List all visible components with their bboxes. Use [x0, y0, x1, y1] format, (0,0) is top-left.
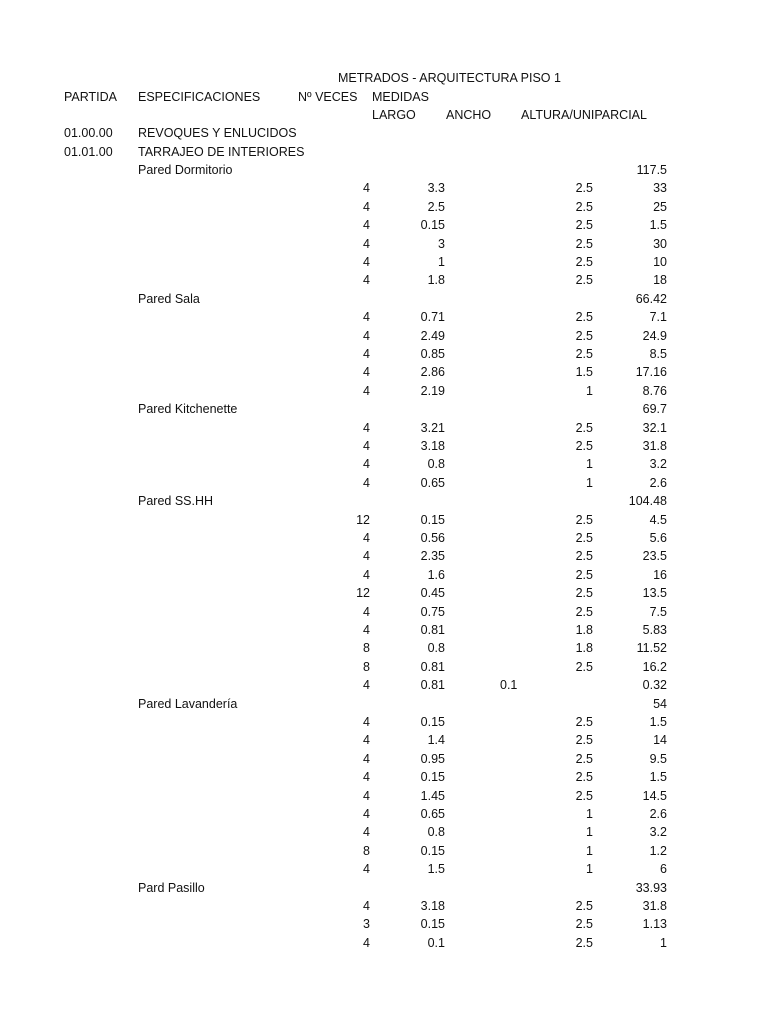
table-row: [0, 713, 768, 731]
cell-altura: 2.5: [575, 715, 593, 729]
cell-altura: 1: [586, 843, 593, 858]
cell-veces: 4: [363, 457, 370, 472]
cell-veces: 4: [363, 623, 370, 637]
group-header-row: [0, 492, 768, 510]
cell-veces: 4: [363, 549, 370, 564]
partida-row: [0, 143, 768, 161]
sheet-title: METRADOS - ARQUITECTURA PISO 1: [338, 71, 561, 85]
table-row: [0, 271, 768, 289]
cell-veces: 4: [363, 328, 370, 343]
cell-largo: 3.21: [420, 420, 445, 435]
cell-largo: 3.18: [420, 899, 445, 913]
group-header-row: [0, 695, 768, 713]
cell-veces: 4: [363, 365, 370, 380]
cell-parcial: 33: [653, 181, 667, 196]
cell-altura: 2.5: [575, 218, 593, 233]
cell-ancho: 0.1: [500, 678, 518, 693]
cell-parcial: 5.6: [649, 531, 667, 545]
cell-altura: 2.5: [575, 273, 593, 288]
cell-parcial: 7.1: [649, 310, 667, 325]
cell-veces: 4: [363, 236, 370, 251]
table-row: [0, 676, 768, 694]
subheader-row: [0, 106, 768, 124]
cell-altura: 2.5: [575, 236, 593, 251]
cell-altura: 2.5: [575, 567, 593, 582]
cell-veces: 4: [363, 347, 370, 361]
cell-veces: 4: [363, 770, 370, 785]
group-header-row: [0, 400, 768, 418]
table-row: [0, 621, 768, 639]
cell-veces: 4: [363, 604, 370, 619]
table-row: [0, 529, 768, 547]
cell-parcial: 1.5: [649, 218, 667, 233]
table-row: [0, 235, 768, 253]
cell-parcial: 9.5: [649, 751, 667, 766]
cell-veces: 4: [363, 567, 370, 582]
group-total: 117.5: [636, 163, 667, 177]
cell-parcial: 8.5: [649, 347, 667, 361]
table-row: [0, 308, 768, 326]
table-row: [0, 216, 768, 234]
header-medidas: MEDIDAS: [372, 90, 429, 104]
cell-altura: 1: [586, 475, 593, 490]
cell-altura: 2.5: [575, 770, 593, 785]
cell-altura: 2.5: [575, 531, 593, 545]
cell-parcial: 18: [653, 273, 667, 288]
cell-veces: 12: [356, 586, 370, 601]
cell-altura: 1: [586, 383, 593, 398]
cell-veces: 4: [363, 383, 370, 398]
cell-largo: 2.19: [420, 383, 445, 398]
cell-altura: 2.5: [575, 751, 593, 766]
table-row: [0, 253, 768, 271]
cell-parcial: 14: [653, 733, 667, 748]
header-veces: Nº VECES: [298, 90, 358, 104]
cell-altura: 2.5: [575, 917, 593, 932]
group-name: Pard Pasillo: [138, 880, 205, 895]
cell-veces: 4: [363, 181, 370, 196]
cell-altura: 2.5: [575, 659, 593, 674]
table-row: [0, 511, 768, 529]
table-row: [0, 934, 768, 952]
table-row: [0, 547, 768, 565]
group-total: 33.93: [635, 880, 667, 895]
table-row: [0, 363, 768, 381]
cell-largo: 3: [438, 236, 445, 251]
cell-parcial: 3.2: [649, 457, 667, 472]
cell-largo: 0.15: [420, 770, 445, 785]
cell-largo: 0.1: [427, 935, 445, 950]
table-row: [0, 584, 768, 602]
cell-veces: 4: [363, 935, 370, 950]
cell-largo: 0.8: [427, 641, 445, 656]
cell-parcial: 4.5: [649, 512, 667, 527]
cell-largo: 0.15: [420, 917, 445, 932]
partida-desc: REVOQUES Y ENLUCIDOS: [138, 126, 297, 140]
cell-altura: 2.5: [575, 199, 593, 214]
cell-largo: 0.56: [420, 531, 445, 545]
cell-veces: 4: [363, 788, 370, 803]
cell-parcial: 1: [660, 935, 667, 950]
cell-parcial: 10: [653, 255, 667, 269]
cell-largo: 0.85: [420, 347, 445, 361]
table-row: [0, 474, 768, 492]
cell-parcial: 1.5: [649, 715, 667, 729]
table-row: [0, 603, 768, 621]
cell-largo: 3.3: [427, 181, 445, 196]
table-row: [0, 897, 768, 915]
table-row: [0, 787, 768, 805]
group-header-row: [0, 879, 768, 897]
cell-veces: 4: [363, 807, 370, 821]
cell-parcial: 16.2: [642, 659, 667, 674]
cell-largo: 2.35: [420, 549, 445, 564]
cell-largo: 0.65: [420, 807, 445, 821]
partida-code: 01.01.00: [64, 145, 113, 159]
header-parcial: PARCIAL: [594, 108, 647, 122]
cell-parcial: 16: [653, 567, 667, 582]
group-total: 66.42: [635, 291, 667, 306]
cell-largo: 0.15: [420, 715, 445, 729]
cell-largo: 1: [438, 255, 445, 269]
cell-altura: 2.5: [575, 181, 593, 196]
group-name: Pared Lavandería: [138, 696, 238, 711]
cell-largo: 0.81: [420, 623, 445, 637]
partida-desc: TARRAJEO DE INTERIORES: [138, 145, 305, 159]
cell-altura: 2.5: [575, 420, 593, 435]
cell-veces: 8: [363, 659, 370, 674]
cell-veces: 4: [363, 439, 370, 453]
cell-altura: 2.5: [575, 347, 593, 361]
cell-parcial: 2.6: [649, 475, 667, 490]
cell-veces: 4: [363, 310, 370, 325]
table-row: [0, 455, 768, 473]
cell-parcial: 23.5: [642, 549, 667, 564]
cell-largo: 1.5: [427, 862, 445, 877]
table-row: [0, 658, 768, 676]
cell-altura: 2.5: [575, 310, 593, 325]
cell-veces: 4: [363, 899, 370, 913]
cell-veces: 4: [363, 199, 370, 214]
cell-largo: 0.8: [427, 457, 445, 472]
table-row: [0, 566, 768, 584]
table-row: [0, 179, 768, 197]
cell-largo: 0.15: [420, 218, 445, 233]
cell-veces: 3: [363, 917, 370, 932]
cell-largo: 0.75: [420, 604, 445, 619]
cell-parcial: 6: [660, 862, 667, 877]
cell-veces: 4: [363, 825, 370, 840]
table-row: [0, 860, 768, 878]
group-header-row: [0, 290, 768, 308]
cell-altura: 2.5: [575, 788, 593, 803]
table-row: [0, 768, 768, 786]
cell-altura: 2.5: [575, 328, 593, 343]
cell-parcial: 1.13: [642, 917, 667, 932]
cell-veces: 4: [363, 273, 370, 288]
group-total: 104.48: [628, 494, 667, 509]
cell-largo: 0.45: [420, 586, 445, 601]
table-row: [0, 823, 768, 841]
group-header-row: [0, 161, 768, 179]
cell-altura: 1.8: [575, 623, 593, 637]
cell-largo: 0.65: [420, 475, 445, 490]
cell-largo: 0.95: [420, 751, 445, 766]
cell-largo: 2.86: [420, 365, 445, 380]
cell-largo: 1.6: [427, 567, 445, 582]
group-total: 69.7: [642, 402, 667, 417]
header-especificaciones: ESPECIFICACIONES: [138, 90, 261, 104]
cell-parcial: 31.8: [642, 439, 667, 453]
table-row: [0, 915, 768, 933]
cell-altura: 2.5: [575, 899, 593, 913]
cell-veces: 8: [363, 843, 370, 858]
table-row: [0, 750, 768, 768]
cell-altura: 2.5: [575, 604, 593, 619]
cell-largo: 2.5: [427, 199, 445, 214]
table-row: [0, 842, 768, 860]
header-altura: [521, 106, 647, 124]
group-name: Pared SS.HH: [138, 494, 214, 509]
header-altura-label: ALTURA/UNI: [521, 108, 595, 122]
partida-code: 01.00.00: [64, 126, 113, 140]
cell-largo: 3.18: [420, 439, 445, 453]
cell-altura: 2.5: [575, 439, 593, 453]
table-row: [0, 805, 768, 823]
cell-parcial: 25: [653, 199, 667, 214]
cell-parcial: 13.5: [642, 586, 667, 601]
table-row: [0, 419, 768, 437]
group-name: Pared Dormitorio: [138, 163, 233, 177]
cell-altura: 1: [586, 825, 593, 840]
cell-veces: 4: [363, 475, 370, 490]
partida-row: [0, 124, 768, 142]
cell-veces: 4: [363, 862, 370, 877]
cell-altura: 2.5: [575, 733, 593, 748]
cell-altura: 2.5: [575, 935, 593, 950]
cell-parcial: 3.2: [649, 825, 667, 840]
group-total: 54: [653, 696, 667, 711]
cell-veces: 4: [363, 678, 370, 693]
table-row: [0, 437, 768, 455]
cell-veces: 12: [356, 512, 370, 527]
cell-altura: 1: [586, 457, 593, 472]
table-row: [0, 198, 768, 216]
cell-altura: 2.5: [575, 586, 593, 601]
cell-largo: 1.8: [427, 273, 445, 288]
cell-parcial: 14.5: [642, 788, 667, 803]
cell-parcial: 7.5: [649, 604, 667, 619]
cell-parcial: 31.8: [642, 899, 667, 913]
cell-largo: 1.45: [420, 788, 445, 803]
cell-parcial: 1.2: [649, 843, 667, 858]
cell-altura: 2.5: [575, 255, 593, 269]
cell-veces: 4: [363, 420, 370, 435]
cell-parcial: 11.52: [636, 641, 667, 656]
cell-parcial: 32.1: [642, 420, 667, 435]
table-row: [0, 345, 768, 363]
cell-parcial: 24.9: [642, 328, 667, 343]
cell-parcial: 0.32: [642, 678, 667, 693]
cell-veces: 4: [363, 733, 370, 748]
cell-parcial: 8.76: [642, 383, 667, 398]
header-ancho: ANCHO: [446, 108, 492, 122]
cell-altura: 2.5: [575, 512, 593, 527]
cell-parcial: 2.6: [649, 807, 667, 821]
cell-veces: 4: [363, 255, 370, 269]
header-largo: LARGO: [372, 108, 416, 122]
header-partida: PARTIDA: [64, 90, 118, 104]
cell-parcial: 5.83: [642, 623, 667, 637]
cell-largo: 0.81: [420, 678, 445, 693]
cell-largo: 0.15: [420, 512, 445, 527]
cell-largo: 0.8: [427, 825, 445, 840]
cell-largo: 2.49: [420, 328, 445, 343]
table-row: [0, 639, 768, 657]
cell-veces: 4: [363, 751, 370, 766]
header-row: [0, 88, 768, 106]
cell-largo: 1.4: [427, 733, 445, 748]
cell-altura: 1.8: [575, 641, 593, 656]
cell-altura: 1: [586, 807, 593, 821]
cell-altura: 1: [586, 862, 593, 877]
cell-altura: 1.5: [575, 365, 593, 380]
cell-parcial: 30: [653, 236, 667, 251]
cell-parcial: 17.16: [635, 365, 667, 380]
cell-veces: 8: [363, 641, 370, 656]
table-row: [0, 327, 768, 345]
group-name: Pared Kitchenette: [138, 402, 238, 417]
table-row: [0, 382, 768, 400]
cell-altura: 2.5: [575, 549, 593, 564]
cell-largo: 0.71: [420, 310, 445, 325]
group-name: Pared Sala: [138, 291, 200, 306]
cell-veces: 4: [363, 531, 370, 545]
table-row: [0, 731, 768, 749]
cell-veces: 4: [363, 218, 370, 233]
cell-veces: 4: [363, 715, 370, 729]
cell-largo: 0.15: [420, 843, 445, 858]
cell-parcial: 1.5: [649, 770, 667, 785]
cell-largo: 0.81: [420, 659, 445, 674]
title-row: [0, 69, 768, 87]
